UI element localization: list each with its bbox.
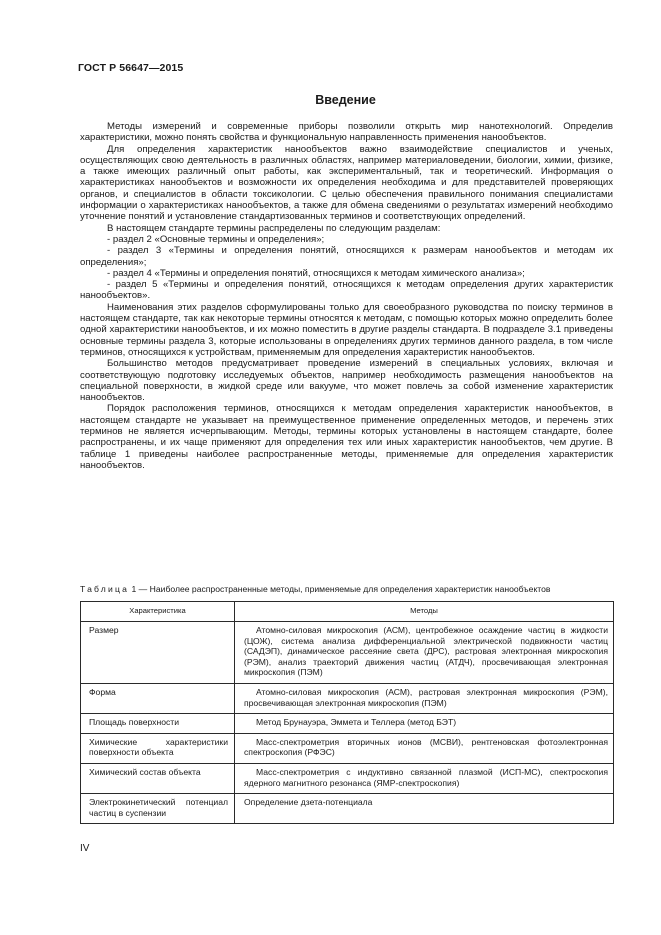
table-row [81, 714, 614, 734]
cell-methods-text: Масс-спектрометрия с индуктивно связанной плазмой (ИСП-МС), спектроскопия ядерного магнитного резонанса (ЯМР-спектроскопия) [244, 766, 608, 788]
list-item: - раздел 5 «Термины и определения понятий, относящихся к методам определения других характеристик нанообъектов». [80, 279, 613, 302]
paragraph: Большинство методов предусматривает проведение измерений в специальных условиях, включая и соответствующую подготовку исследуемых объектов, например необходимость размещения нанообъектов на специальной поверхности, в жидкой среде или вакууме, что может повлечь за собой изменение характеристик нанообъектов. [80, 358, 613, 404]
table-row [81, 622, 614, 684]
list-item: - раздел 2 «Основные термины и определения»; [107, 233, 325, 245]
table-row [81, 763, 614, 793]
cell-methods [235, 683, 614, 713]
table-caption-label: Таблица [80, 584, 130, 594]
paragraph: Наименования этих разделов сформулированы только для своеобразного руководства по поиску терминов в настоящем стандарте, так как некоторые термины относятся к методам, с помощью которых можно определить более одной характеристики нанообъектов, и их можно поместить в другие разделы стандарта. В подразделе 3.1 приведены основные термины раздела 3, которые использованы в определениях других терминов данного раздела, в том числе терминов, относящихся к устройствам, применяемым для определения характеристик нанообъектов. [80, 301, 613, 358]
paragraph: Порядок расположения терминов, относящихся к методам определения характеристик нанообъектов, в настоящем стандарте не указывает на преимущественное применение определенных методов, и перечень этих терминов не является исчерпывающим. Методы, термины которых установлены в настоящем стандарте, более распространены, и их чаще применяют для определения тех или иных характеристик нанообъектов, чем другие. В таблице 1 приведены наиболее распространенные методы, применяемые для определения характеристик нанообъектов. [80, 403, 613, 471]
table-caption [80, 584, 620, 594]
cell-characteristic: Химический состав объекта [81, 763, 235, 793]
table-row [81, 794, 614, 824]
page-number: IV [80, 843, 90, 854]
cell-methods-text: Атомно-силовая микроскопия (АСМ), растровая электронная микроскопия (РЭМ), просвечивающая электронная микроскопия (ПЭМ) [244, 686, 608, 708]
paragraph: В настоящем стандарте термины распределены по следующим разделам: [107, 222, 441, 234]
paragraph: Для определения характеристик нанообъектов важно взаимодействие специалистов и ученых, осуществляющих свою деятельность в различных областях, например материаловедении, биологии, химии, физике, а также имеющих различный опыт работы, как экспериментальный, так и теоретический. Информация о характеристиках нанообъектов и возможности их определения необходима и для представителей проверяющих органов, и специалистов в области токсикологии. С целью обеспечения правильного понимания специалистами информации о характеристиках нанообъектов, а также для обмена сведениями о результатах измерений необходимо уточнение понятий и установление стандартизованных терминов и соответствующих определений. [80, 143, 613, 223]
cell-methods-text: Метод Брунауэра, Эммета и Теллера (метод БЭТ) [256, 717, 457, 728]
table-header-row [81, 602, 614, 622]
list-item: - раздел 4 «Термины и определения понятий, относящихся к методам химического анализа»; [107, 267, 525, 279]
cell-characteristic: Размер [81, 622, 235, 684]
cell-methods-text: Атомно-силовая микроскопия (АСМ), центробежное осаждение частиц в жидкости (ЦОЖ), система анализа дифференциальной электрической подвижности частиц (САДЭП), динамическое рассеяние света (ДРС), растровая электронная микроскопия (РЭМ), анализ траекторий движения частиц (АТДЧ), просвечивающая электронная микроскопия (ПЭМ) [244, 625, 608, 678]
column-header-methods: Методы [235, 602, 614, 622]
paragraph: Методы измерений и современные приборы позволили открыть мир нанотехнологий. Определив характеристики, можно понять свойства и функциональную направленность применения нанообъектов. [80, 121, 613, 144]
methods-table [80, 601, 614, 824]
cell-methods [235, 622, 614, 684]
introduction-body [80, 121, 613, 471]
cell-characteristic: Химические характеристики поверхности объекта [81, 733, 235, 763]
cell-methods [235, 763, 614, 793]
cell-methods-text: Масс-спектрометрия вторичных ионов (МСВИ), рентгеновская фотоэлектронная спектроскопия (РФЭС) [244, 736, 608, 758]
document-header-standard: ГОСТ Р 56647—2015 [78, 62, 184, 74]
cell-methods-text: Определение дзета-потенциала [244, 797, 373, 808]
cell-characteristic: Электрокинетический потенциал частиц в суспензии [81, 794, 235, 824]
cell-methods [235, 714, 614, 734]
table-row [81, 733, 614, 763]
column-header-characteristic: Характеристика [81, 602, 235, 622]
list-item: - раздел 3 «Термины и определения понятий, относящихся к размерам нанообъектов и методам их определения»; [80, 245, 613, 268]
table-row [81, 683, 614, 713]
section-title: Введение [315, 93, 376, 107]
cell-methods [235, 733, 614, 763]
cell-characteristic: Форма [81, 683, 235, 713]
cell-methods [235, 794, 614, 824]
table-caption-text: — Наиболее распространенные методы, применяемые для определения характеристик нанообъектов [138, 584, 551, 594]
table-caption-number: 1 [131, 584, 137, 594]
cell-characteristic: Площадь поверхности [81, 714, 235, 734]
